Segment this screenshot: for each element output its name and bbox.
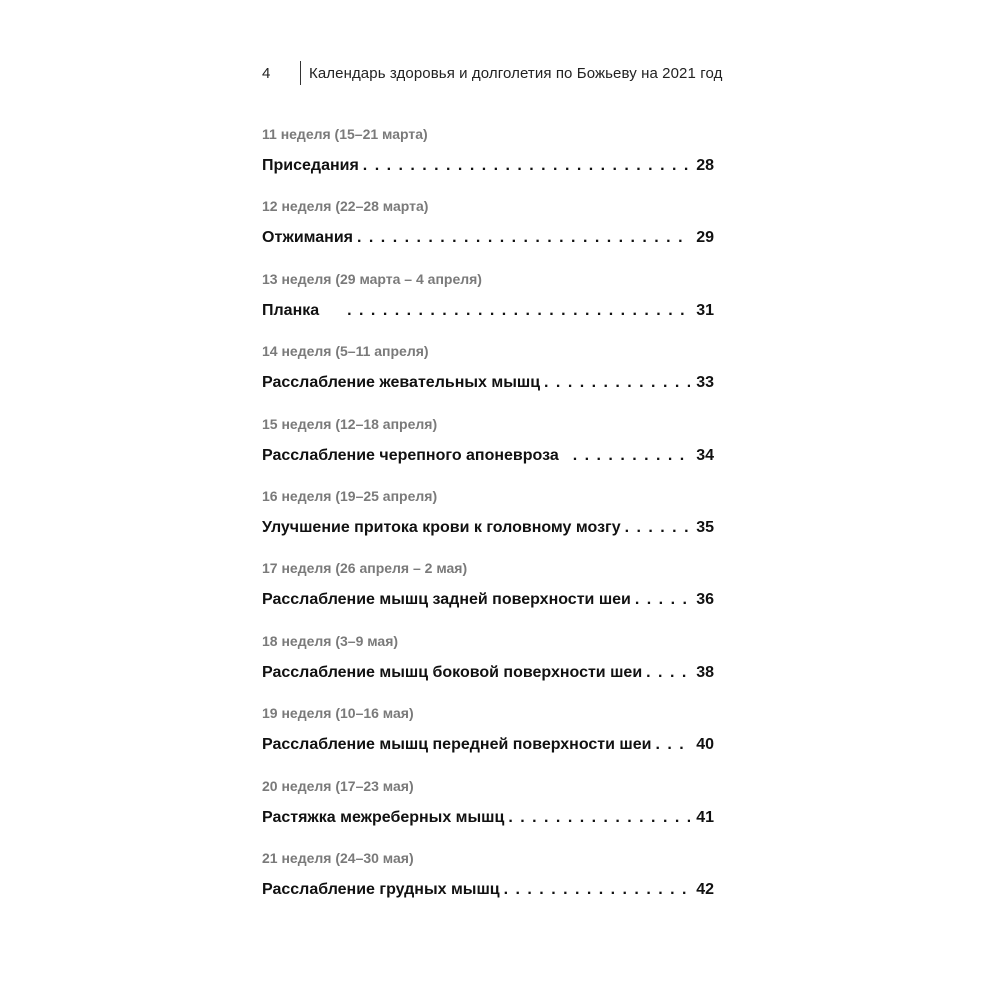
week-label: 19 неделя (10–16 мая) <box>262 705 414 722</box>
dot-leader <box>504 879 691 901</box>
header-divider <box>300 61 301 85</box>
toc-link[interactable] <box>262 662 714 684</box>
week-label: 21 неделя (24–30 мая) <box>262 849 414 866</box>
toc-link[interactable] <box>262 589 714 611</box>
week-label: 20 неделя (17–23 мая) <box>262 777 414 794</box>
toc-entry-week-15 <box>262 414 714 486</box>
toc-entry-week-11 <box>262 124 714 196</box>
toc-link[interactable] <box>262 445 714 467</box>
dot-leader <box>347 300 690 322</box>
toc-link[interactable] <box>262 155 714 177</box>
toc-link[interactable] <box>262 734 714 756</box>
toc-link[interactable] <box>262 227 714 249</box>
page-ref: 31 <box>696 301 714 319</box>
toc-entry-week-20 <box>262 776 714 848</box>
toc-link[interactable] <box>262 879 714 901</box>
page-number: 4 <box>262 64 271 82</box>
toc-entry-week-19 <box>262 703 714 775</box>
dot-leader <box>635 589 690 611</box>
week-label: 18 неделя (3–9 мая) <box>262 632 399 649</box>
topic-title: Расслабление мышц боковой поверхности шеи <box>262 663 643 681</box>
page-ref: 38 <box>696 663 714 681</box>
page-ref: 42 <box>696 880 714 898</box>
page-ref: 34 <box>696 446 714 464</box>
topic-title: Растяжка межреберных мышц <box>262 808 505 826</box>
page-ref: 40 <box>696 736 714 754</box>
week-label: 14 неделя (5–11 апреля) <box>262 343 429 360</box>
page-ref: 33 <box>696 374 714 392</box>
page-ref: 41 <box>696 808 714 826</box>
topic-title: Улучшение притока крови к головному мозгу <box>262 518 621 536</box>
dot-leader <box>655 734 690 756</box>
page-ref: 28 <box>696 157 714 174</box>
week-label: 15 неделя (12–18 апреля) <box>262 415 438 432</box>
page-header <box>262 60 722 86</box>
week-label: 16 неделя (19–25 апреля) <box>262 487 438 504</box>
dot-leader <box>508 807 690 829</box>
topic-title: Расслабление черепного апоневроза <box>262 446 559 464</box>
toc-link[interactable] <box>262 300 714 322</box>
toc-entry-week-16 <box>262 486 714 558</box>
dot-leader <box>544 372 690 394</box>
dot-leader <box>625 517 691 539</box>
toc-entry-week-21 <box>262 848 714 920</box>
table-of-contents <box>262 124 714 920</box>
week-label: 11 неделя (15–21 марта) <box>262 126 428 142</box>
topic-title: Отжимания <box>262 229 354 247</box>
page-ref: 36 <box>696 591 714 609</box>
dot-leader <box>573 445 690 467</box>
topic-title: Расслабление мышц передней поверхности шеи <box>262 736 652 754</box>
page-ref: 29 <box>696 229 714 247</box>
topic-title: Расслабление жевательных мышц <box>262 374 541 392</box>
toc-link[interactable] <box>262 807 714 829</box>
toc-link[interactable] <box>262 372 714 394</box>
toc-entry-week-13 <box>262 269 714 341</box>
toc-entry-week-18 <box>262 631 714 703</box>
topic-title: Приседания <box>262 157 359 174</box>
toc-entry-week-14 <box>262 341 714 413</box>
week-label: 12 неделя (22–28 марта) <box>262 198 429 215</box>
dot-leader <box>646 662 690 684</box>
week-label: 17 неделя (26 апреля – 2 мая) <box>262 560 468 577</box>
book-title: Календарь здоровья и долголетия по Божьеву на 2021 год <box>309 64 723 82</box>
topic-title: Планка <box>262 301 320 319</box>
toc-entry-week-12 <box>262 196 714 268</box>
toc-entry-week-17 <box>262 558 714 630</box>
week-label: 13 неделя (29 марта – 4 апреля) <box>262 270 482 287</box>
dot-leader <box>357 227 690 249</box>
topic-title: Расслабление мышц задней поверхности шеи <box>262 591 631 609</box>
page-ref: 35 <box>696 518 714 536</box>
toc-link[interactable] <box>262 517 714 539</box>
topic-title: Расслабление грудных мышц <box>262 880 500 898</box>
dot-leader <box>363 155 690 177</box>
